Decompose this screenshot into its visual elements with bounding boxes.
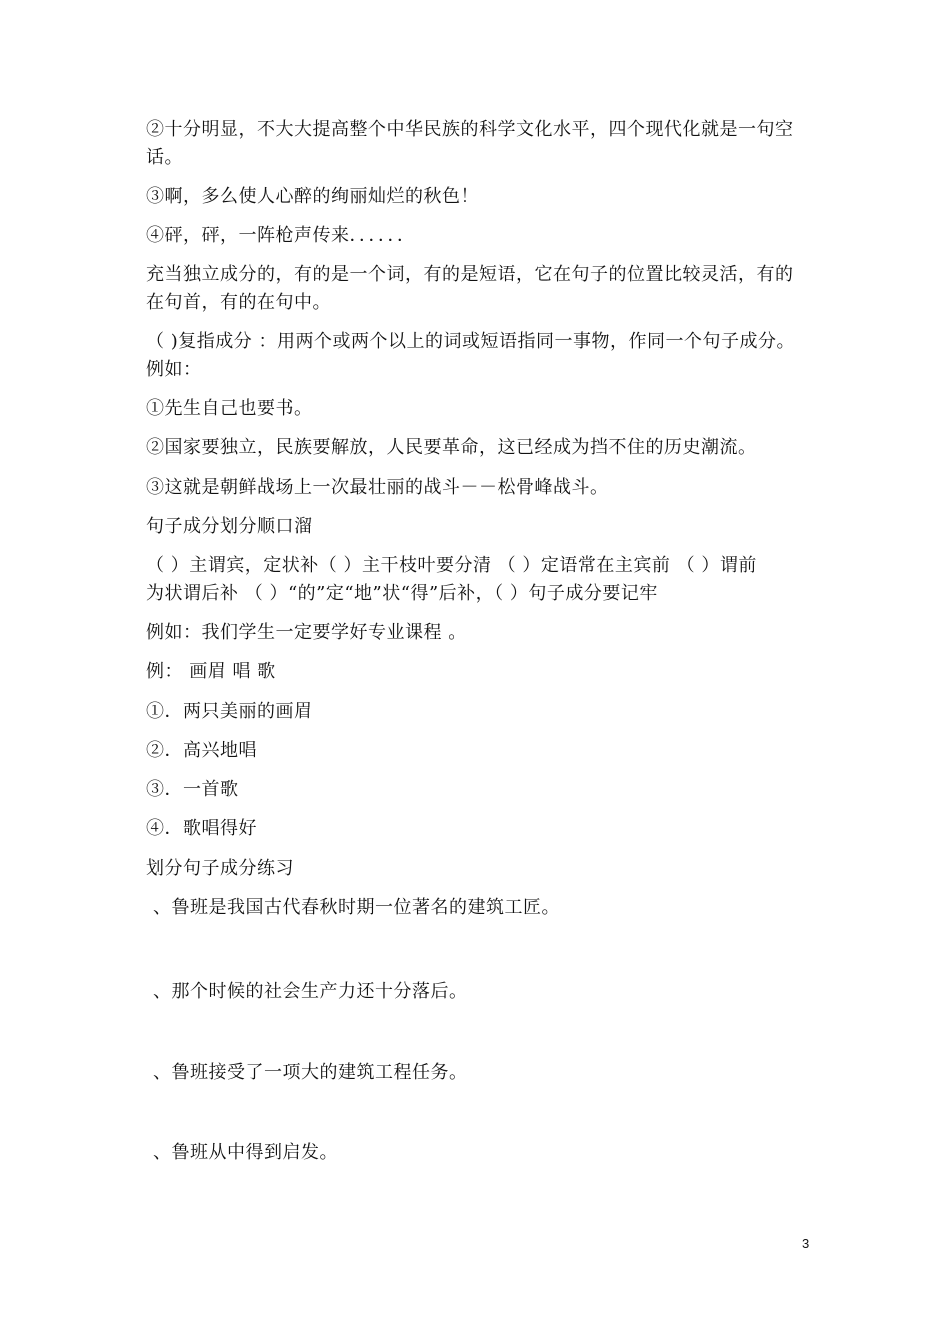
exercise-item: 、那个时候的社会生产力还十分落后。 [153,981,468,1002]
exercise-item: 、鲁班是我国古代春秋时期一位著名的建筑工匠。 [153,897,560,918]
page-number: 3 [802,1236,810,1251]
paragraph-line: ④砰，砰，一阵枪声传来．．．．．． [146,225,416,246]
section-heading: 划分句子成分练习 [146,858,294,879]
paragraph-line: 话。 [146,147,183,168]
list-item: ③．一首歌 [146,779,239,800]
paragraph-line: 例如：我们学生一定要学好专业课程 。 [146,622,467,643]
paragraph-line: 在句首，有的在句中。 [146,292,331,313]
section-heading: 句子成分划分顺口溜 [146,516,313,537]
paragraph-line: ③这就是朝鲜战场上一次最壮丽的战斗－－松骨峰战斗。 [146,477,609,498]
paragraph-line: （ )复指成分 ：用两个或两个以上的词或短语指同一事物，作同一个句子成分。 [146,331,795,352]
paragraph-line: ①先生自己也要书。 [146,398,313,419]
exercise-item: 、鲁班从中得到启发。 [153,1142,338,1163]
list-item: ①．两只美丽的画眉 [146,701,313,722]
list-item: ④．歌唱得好 [146,818,257,839]
paragraph-line: ②十分明显，不大大提高整个中华民族的科学文化水平，四个现代化就是一句空 [146,119,794,140]
paragraph-line: ③啊，多么使人心醉的绚丽灿烂的秋色！ [146,186,479,207]
list-item: ②．高兴地唱 [146,740,257,761]
paragraph-line: （ ）主谓宾，定状补（ ）主干枝叶要分清 （ ）定语常在主宾前 （ ）谓前 [146,555,757,576]
exercise-item: 、鲁班接受了一项大的建筑工程任务。 [153,1062,468,1083]
paragraph-line: ②国家要独立，民族要解放，人民要革命，这已经成为挡不住的历史潮流。 [146,437,757,458]
paragraph-line: 例如： [146,359,202,380]
paragraph-line: 例： 画眉 唱 歌 [146,661,276,682]
paragraph-line: 充当独立成分的，有的是一个词，有的是短语，它在句子的位置比较灵活，有的 [146,264,794,285]
paragraph-line: 为状谓后补 （ ）“的”定“地”状“得”后补，（ ）句子成分要记牢 [146,583,658,604]
